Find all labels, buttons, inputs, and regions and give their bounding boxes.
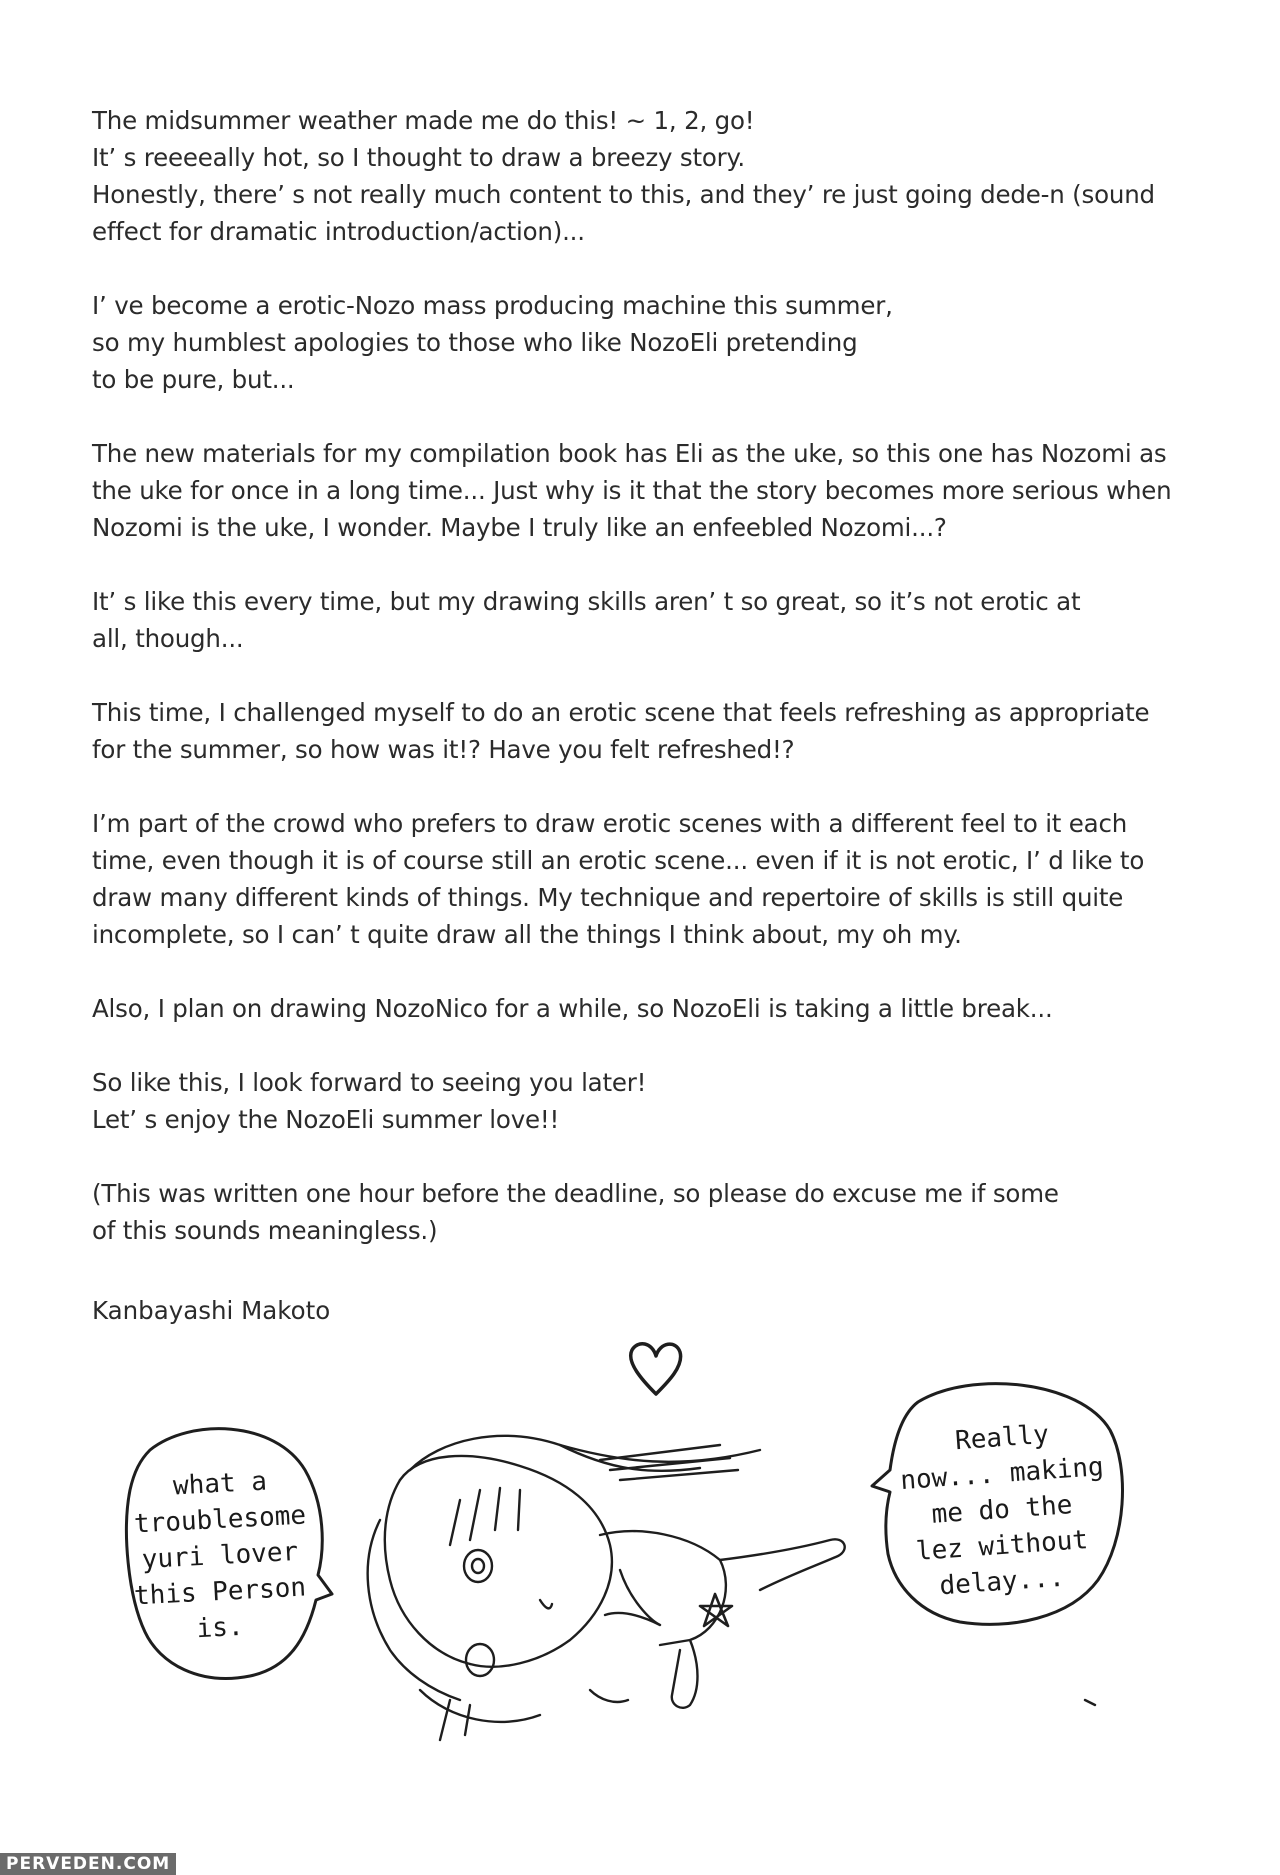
paragraph-2 — [92, 287, 1152, 398]
text-line: It’ s reeeeally hot, so I thought to draw a breezy story. — [92, 143, 745, 172]
bubble-line: delay... — [938, 1562, 1066, 1602]
bubble-line: troublesome — [133, 1500, 307, 1540]
bubble-line: Really — [954, 1419, 1050, 1457]
text-line: I’ ve become a erotic-Nozo mass producing machine this summer, — [92, 291, 893, 320]
text-line: incomplete, so I can’ t quite draw all the things I think about, my oh my. — [92, 920, 962, 949]
text-line: Honestly, there’ s not really much content to this, and they’ re just going dede-n (sound — [92, 180, 1155, 209]
paragraph-9 — [92, 1175, 1152, 1249]
paragraph-8 — [92, 1064, 1152, 1138]
author-signature: Kanbayashi Makoto — [92, 1296, 331, 1325]
text-line: So like this, I look forward to seeing you later! — [92, 1068, 647, 1097]
text-line: The midsummer weather made me do this! ~ 1, 2, go! — [92, 106, 755, 135]
bubble-line: now... making — [899, 1451, 1105, 1497]
text-line: (This was written one hour before the deadline, so please do excuse me if some — [92, 1179, 1059, 1208]
heart-icon — [631, 1344, 681, 1394]
bubble-line: yuri lover — [141, 1536, 299, 1576]
text-line: Also, I plan on drawing NozoNico for a while, so NozoEli is taking a little break... — [92, 994, 1053, 1023]
paragraph-6 — [92, 805, 1152, 953]
text-line: I’m part of the crowd who prefers to draw erotic scenes with a different feel to it each — [92, 809, 1128, 838]
text-line: the uke for once in a long time... Just why is it that the story becomes more serious when — [92, 476, 1172, 505]
text-line: of this sounds meaningless.) — [92, 1216, 438, 1245]
afterword-text — [92, 102, 1172, 1286]
bubble-line: lez without — [915, 1525, 1089, 1567]
left-bubble-text — [120, 1466, 320, 1646]
paragraph-5 — [92, 694, 1152, 768]
text-line: The new materials for my compilation book has Eli as the uke, so this one has Nozomi as — [92, 439, 1167, 468]
paragraph-7 — [92, 990, 1152, 1027]
text-line: time, even though it is of course still an erotic scene... even if it is not erotic, I’ d like to — [92, 846, 1145, 875]
text-line: It’ s like this every time, but my drawing skills aren’ t so great, so it’s not erotic at — [92, 587, 1081, 616]
paragraph-3 — [92, 435, 1172, 546]
right-bubble-text — [882, 1420, 1122, 1600]
text-line: all, though... — [92, 624, 244, 653]
bubble-line: is. — [195, 1611, 245, 1645]
text-line: effect for dramatic introduction/action)... — [92, 217, 585, 246]
bubble-line: me do the — [930, 1490, 1074, 1530]
text-line: draw many different kinds of things. My technique and repertoire of skills is still quite — [92, 883, 1124, 912]
bubble-line: this Person — [133, 1572, 307, 1612]
paragraph-4 — [92, 583, 1152, 657]
text-line: Nozomi is the uke, I wonder. Maybe I truly like an enfeebled Nozomi...? — [92, 513, 947, 542]
bubble-line: what a — [172, 1466, 268, 1502]
text-line: Let’ s enjoy the NozoEli summer love!! — [92, 1105, 560, 1134]
paragraph-1 — [92, 102, 1155, 250]
site-watermark: PERVEDEN.COM — [0, 1853, 176, 1875]
text-line: for the summer, so how was it!? Have you felt refreshed!? — [92, 735, 795, 764]
text-line: so my humblest apologies to those who like NozoEli pretending — [92, 328, 858, 357]
text-line: This time, I challenged myself to do an erotic scene that feels refreshing as appropriate — [92, 698, 1150, 727]
text-line: to be pure, but... — [92, 365, 295, 394]
